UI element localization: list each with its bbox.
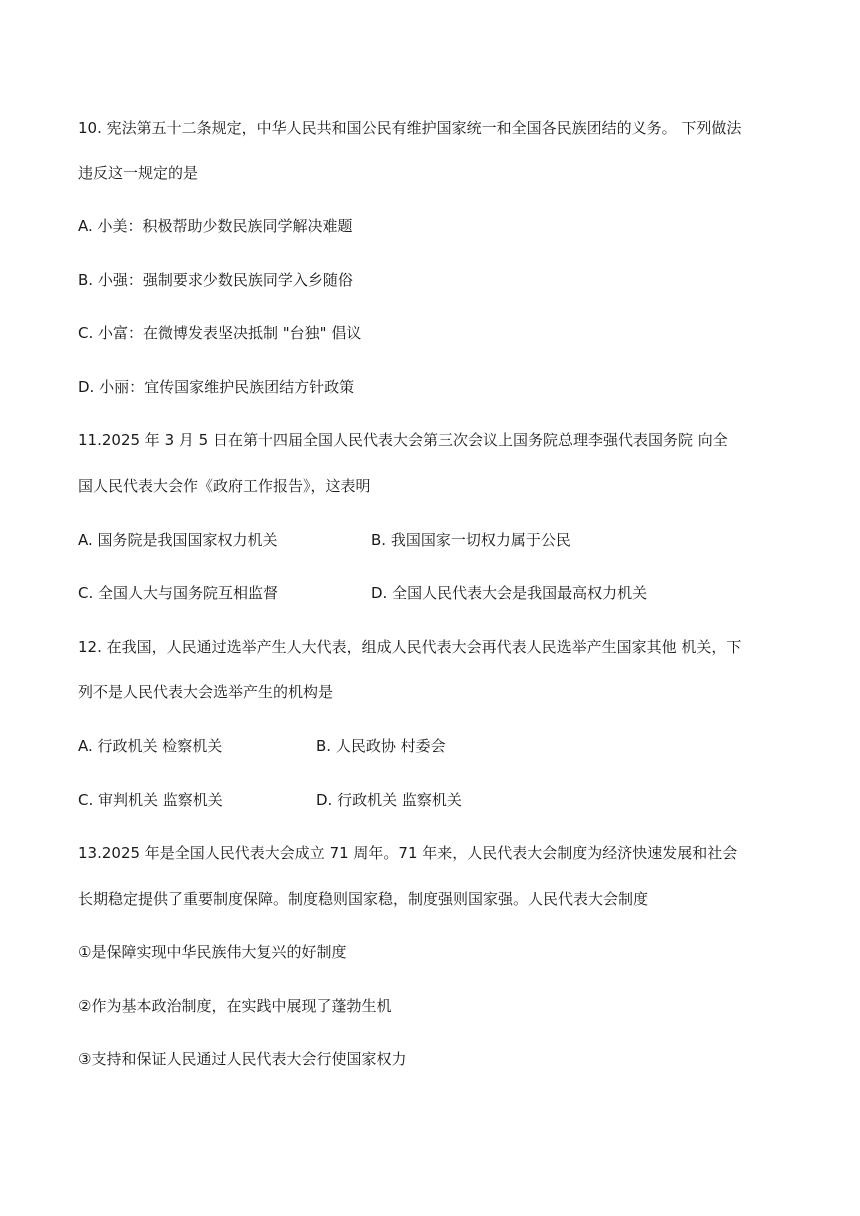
q13-stem-line2: 长期稳定提供了重要制度保障。制度稳则国家稳，制度强则国家强。人民代表大会制度 [78, 890, 649, 908]
q10-stem-line2: 违反这一规定的是 [78, 164, 199, 182]
q12-option-b: B. 人民政协 村委会 [316, 737, 446, 755]
q13-stem-line1: 13.2025 年是全国人民代表大会成立 71 周年。71 年来，人民代表大会制度为经济快速发展和社会 [78, 844, 738, 862]
q12-option-a: A. 行政机关 检察机关 [78, 737, 223, 755]
q11-option-a: A. 国务院是我国国家权力机关 [78, 531, 278, 549]
q11-option-d: D. 全国人民代表大会是我国最高权力机关 [371, 584, 648, 602]
q12-option-c: C. 审判机关 监察机关 [78, 791, 223, 809]
q12-stem-line2: 列不是人民代表大会选举产生的机构是 [78, 683, 334, 701]
q10-option-b: B. 小强：强制要求少数民族同学入乡随俗 [78, 271, 353, 289]
q10-stem-line1: 10. 宪法第五十二条规定，中华人民共和国公民有维护国家统一和全国各民族团结的义务。 下列做法 [78, 119, 742, 137]
q10-option-c: C. 小富：在微博发表坚决抵制 "台独" 倡议 [78, 324, 362, 342]
q13-statement-2: ②作为基本政治制度，在实践中展现了蓬勃生机 [78, 997, 392, 1015]
q12-stem-line1: 12. 在我国，人民通过选举产生人大代表，组成人民代表大会再代表人民选举产生国家其他 机关，下 [78, 638, 742, 656]
q11-option-c: C. 全国人大与国务院互相监督 [78, 584, 279, 602]
q10-option-d: D. 小丽：宜传国家维护民族团结方针政策 [78, 378, 355, 396]
q10-option-a: A. 小美：积极帮助少数民族同学解决难题 [78, 217, 353, 235]
q11-stem-line1: 11.2025 年 3 月 5 日在第十四届全国人民代表大会第三次会议上国务院总理李强代表国务院 向全 [78, 431, 728, 449]
q13-statement-1: ①是保障实现中华民族伟大复兴的好制度 [78, 943, 347, 961]
q11-option-b: B. 我国国家一切权力属于公民 [371, 531, 571, 549]
q11-stem-line2: 国人民代表大会作《政府工作报告》，这表明 [78, 477, 371, 495]
q13-statement-3: ③支持和保证人民通过人民代表大会行使国家权力 [78, 1050, 407, 1068]
q12-option-d: D. 行政机关 监察机关 [316, 791, 462, 809]
